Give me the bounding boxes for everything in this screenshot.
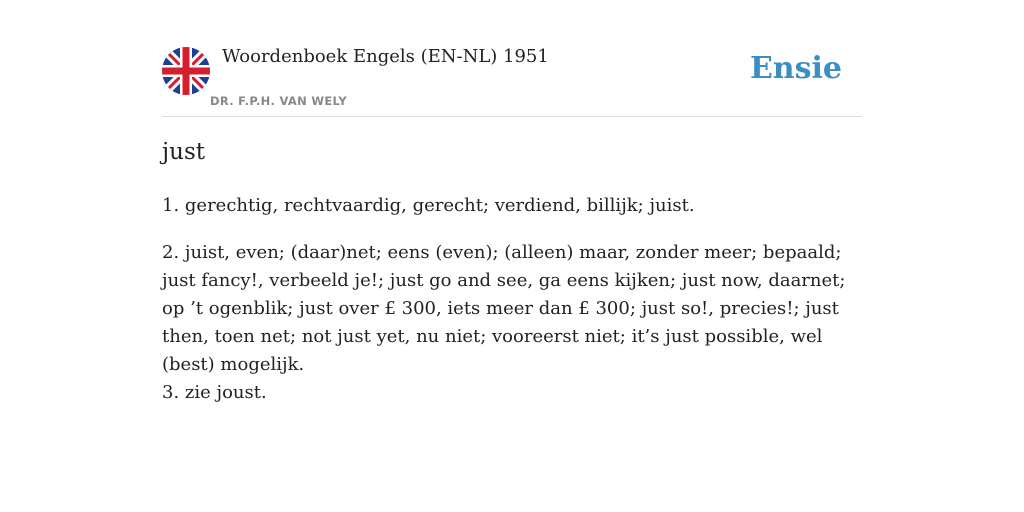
dictionary-header xyxy=(162,44,862,117)
definition-2-3 xyxy=(162,239,852,407)
definition-1: 1. gerechtig, rechtvaardig, gerecht; verdiend, billijk; juist. xyxy=(162,195,695,216)
book-title: Woordenboek Engels (EN-NL) 1951 xyxy=(222,46,549,67)
author-name: DR. F.P.H. VAN WELY xyxy=(210,94,347,108)
definition-2: 2. juist, even; (daar)net; eens (even); (alleen) maar, zonder meer; bepaald; just fancy!, verbeeld je!; just go and see, ga eens kijken; just now, daarnet; op ’t ogenblik; just over £ 300, iets meer dan £ 300; just so!, precies!; just then, toen net; not just yet, nu niet; vooreerst niet; it’s just possible, wel (best) mogelijk. xyxy=(162,242,846,375)
definition-3: 3. zie joust. xyxy=(162,382,267,403)
headword: just xyxy=(162,139,205,165)
ensie-logo-link[interactable]: Ensie xyxy=(749,51,842,86)
uk-flag-icon xyxy=(162,47,210,95)
